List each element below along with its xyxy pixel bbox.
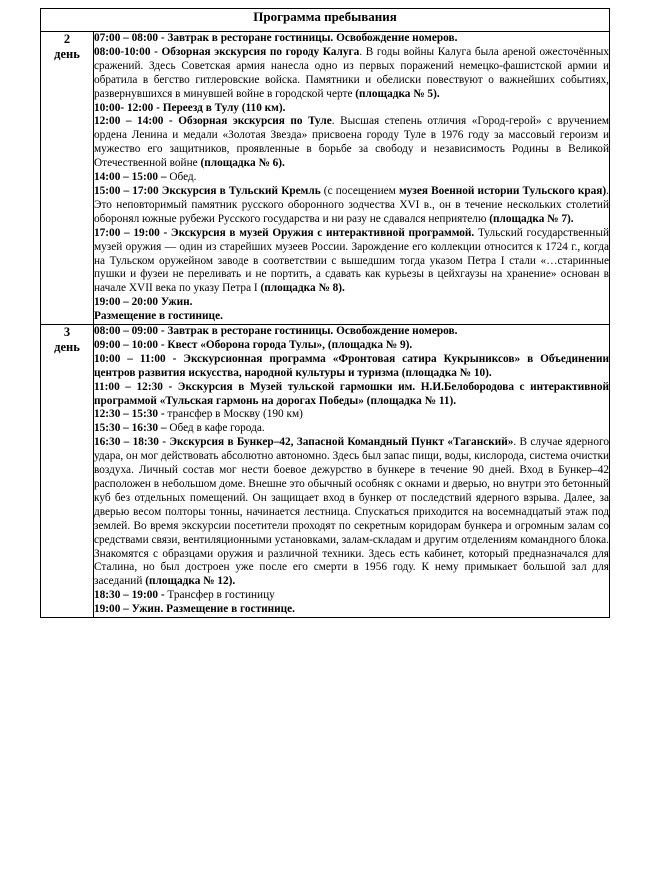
day-row: [41, 325, 610, 618]
schedule-text-bold: (площадка № 7).: [489, 212, 574, 225]
schedule-item: [94, 603, 609, 617]
schedule-text: Трансфер в гостиницу: [167, 589, 275, 602]
schedule-text-bold: 18:30 – 19:00 -: [94, 589, 168, 602]
day-cell: [41, 325, 94, 618]
schedule-item: [94, 422, 609, 436]
schedule-cell: [94, 325, 610, 618]
schedule-cell: [94, 32, 610, 325]
schedule-text-bold: 17:00 – 19:00 - Экскурсия в музей Оружия с интерактивной программой.: [94, 226, 475, 239]
schedule-item: [94, 32, 609, 46]
schedule-text-bold: 07:00 – 08:00 - Завтрак в ресторане гостиницы. Освобождение номеров.: [94, 32, 458, 44]
schedule-text: . В случае ядерного удара, он мог действовать абсолютно автономно. Здесь был запас пищи, воды, кислорода, система очистки воздуха. Личный состав мог нести боевое дежурство в бункере в течение 90 дней. Вход в Бункер–42 расположен в небольшом доме. Внешне это обычный особняк с окнами и дверью, но внутри это бетонный куб без отдельных помещений. Он защищает вход в бункер от последствий ядерного взрыва. Далее, за дверью весом полторы тонны, начинается лестница. Спускаться приходится на восемнадцатый этаж под землей. Во время экскурсии посетители проходят по секретным коридорам бункера и огромным залам со средствами связи, вентиляционными установками, залам-складам и другим отделениям командного блока. Знакомятся с образцами оружия и различной техники. Здесь есть кабинет, который предназначался для Сталина, но был достроен уже после его смерти в 1956 году. К нему примыкает большой зал для заседаний: [94, 436, 609, 588]
schedule-text-bold: (площадка № 6).: [200, 157, 285, 170]
schedule-text-bold: 19:00 – Ужин. Размещение в гостинице.: [94, 603, 295, 616]
schedule-item: [94, 310, 609, 324]
schedule-text: Обед в кафе города.: [169, 422, 265, 435]
schedule-text: трансфер в Москву (190 км): [167, 408, 303, 421]
schedule-text: (с посещением: [320, 184, 399, 197]
day-cell: [41, 32, 94, 325]
schedule-item: [94, 102, 609, 116]
schedule-text-bold: 12:00 – 14:00 - Обзорная экскурсия по Туле: [94, 115, 332, 128]
schedule-text-bold: (площадка № 5).: [355, 87, 440, 100]
schedule-text: Обед.: [169, 171, 197, 184]
schedule-text-bold: (площадка № 8).: [260, 282, 345, 295]
schedule-text-bold: 16:30 – 18:30 - Экскурсия в Бункер–42, Запасной Командный Пункт «Таганский»: [94, 436, 514, 449]
schedule-text-bold: 12:30 – 15:30 -: [94, 408, 168, 421]
day-label: день: [54, 47, 80, 61]
schedule-item: [94, 227, 609, 297]
schedule-item: [94, 436, 609, 589]
schedule-item: [94, 296, 609, 310]
schedule-text-bold: 10:00- 12:00 - Переезд в Тулу (110 км).: [94, 101, 286, 114]
schedule-item: [94, 381, 609, 409]
schedule-item: [94, 115, 609, 171]
schedule-item: [94, 353, 609, 381]
schedule-item: [94, 171, 609, 185]
schedule-item: [94, 46, 609, 102]
day-label: день: [54, 340, 80, 355]
document-page: [40, 8, 610, 618]
schedule-item: [94, 339, 609, 353]
schedule-text-bold: 15:30 – 16:30 –: [94, 422, 170, 435]
schedule-text: Тульский государственный музей оружия — один из старейших музеев России. Зарождение его коллекции относится к 1724 г., когда на Тульском оружейном заводе в соответствии с вышедшим тогда указом Петра I стали «…старинные пушки и фузеи не переливать и не портить, а сдавать как курьезы в цейхгаузы на хранение» основан в начале XVII века по указу Петра I: [94, 226, 609, 295]
schedule-text-bold: 11:00 – 12:30 - Экскурсия в Музей тульской гармошки им. Н.И.Белобородова с интерактивной программой «Тульская гармонь на дорогах Победы» (площадка № 11).: [94, 380, 609, 407]
table-body: [41, 32, 610, 618]
day-row: [41, 32, 610, 325]
schedule-text-bold: (площадка № 12).: [145, 575, 236, 588]
schedule-text-bold: Размещение в гостинице.: [94, 310, 223, 323]
schedule-text-bold: 19:00 – 20:00 Ужин.: [94, 296, 193, 309]
schedule-text-bold: музея Военной истории Тульского края): [398, 184, 607, 197]
schedule-text: . Это неповторимый памятник русского оборонного зодчества XVI в., он в течение нескольких столетий оборонял южные рубежи Русского государства и ни разу не сдавался неприятелю: [94, 184, 609, 225]
day-number: 2: [63, 32, 71, 46]
schedule-item: [94, 408, 609, 422]
schedule-text-bold: 08:00-10:00 - Обзорная экскурсия по городу Калуга: [94, 45, 360, 58]
schedule-text-bold: 09:00 – 10:00 - Квест «Оборона города Тулы», (площадка № 9).: [94, 338, 413, 351]
schedule-text-bold: 08:00 – 09:00 - Завтрак в ресторане гостиницы. Освобождение номеров.: [94, 325, 458, 338]
schedule-item: [94, 325, 609, 339]
program-table: [40, 8, 610, 618]
schedule-text-bold: 14:00 – 15:00 –: [94, 171, 170, 184]
schedule-text-bold: 15:00 – 17:00 Экскурсия в Тульский Кремль: [94, 184, 321, 197]
schedule-text-bold: 10:00 – 11:00 - Экскурсионная программа «Фронтовая сатира Кукрыниксов» в Объединении центров развития искусства, народной культуры и туризма (площадка № 10).: [94, 352, 609, 379]
table-title: Программа пребывания: [41, 9, 610, 32]
schedule-item: [94, 185, 609, 227]
schedule-text: . Высшая степень отличия «Город-герой» с вручением ордена Ленина и медали «Золотая Звезда» присвоена городу Туле в 1976 году за массовый героизм и мужество его защитников, проявленные в борьбе за свободу и независимость Родины в Великой Отечественной войне: [94, 115, 609, 170]
day-number: 3: [63, 325, 71, 340]
table-header-row: [41, 9, 610, 32]
schedule-item: [94, 589, 609, 603]
schedule-text: . В годы войны Калуга была ареной ожесточённых сражений. Здесь Советская армия нанесла одно из первых поражений немецко-фашистской армии и обратила в бегство гитлеровские войска. Памятники и обелиски повествуют о важнейших событиях, развернувшихся в минувшей войне в городской черте: [94, 45, 609, 100]
